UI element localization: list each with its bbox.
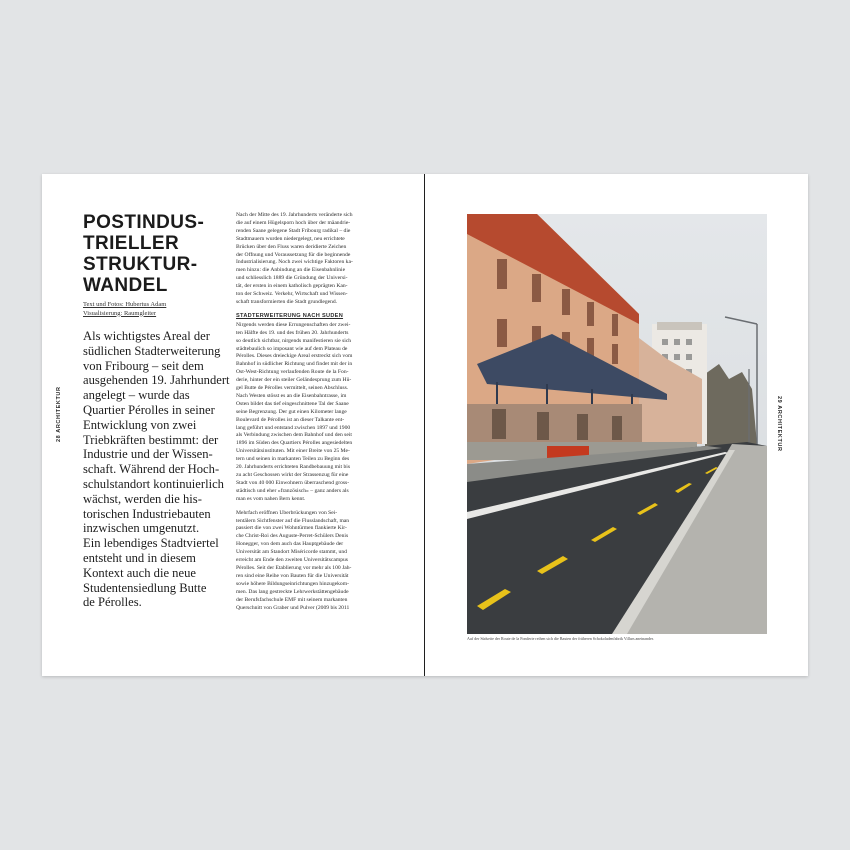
title-line: POSTINDUS- xyxy=(83,212,205,233)
text-line: ren sind eine Reihe von Bauten für die Universität xyxy=(236,572,349,579)
text-line: sowie höhere Bildungseinrichtungen hinzugekom- xyxy=(236,580,349,587)
text-line: Boulevard de Pérolles ist an dieser Talkante ent- xyxy=(236,416,345,423)
article-lead xyxy=(83,329,235,610)
text-line: Ost-West-Richtung verlaufenden Route de la Fon- xyxy=(236,369,349,376)
street-photo xyxy=(467,214,767,634)
text-line: so deutlich sichtbar, nirgends manifestieren sie sich xyxy=(236,337,352,344)
left-page-label: 28 ARCHITEKTUR xyxy=(56,386,62,442)
text-line: Als wichtigstes Areal der xyxy=(83,329,210,343)
text-line: Entwicklung von zwei xyxy=(83,417,197,432)
text-line: Mehrfach eröffnen Überbrückungen von Sei- xyxy=(236,509,338,516)
text-line: der Öffnung und Voraussetzung für die beginnende xyxy=(236,251,351,258)
text-line: südlichen Stadterweiterung xyxy=(83,343,221,358)
text-line: wächst, werden die his- xyxy=(83,491,202,506)
text-line: lang geführt und entstand zwischen 1897 und 1900 xyxy=(236,424,351,431)
text-line: schaft. Während der Hoch- xyxy=(83,462,220,477)
text-line: tät, der ersten in einem katholisch geprägten Kan- xyxy=(236,283,348,290)
text-line: Pérolles. Seit der Etablierung vor mehr als 100 Jah- xyxy=(236,564,352,571)
text-line: Universität am Standort Miséricorde stammt, und xyxy=(236,549,347,556)
text-line: Querschnitt von Graber und Pulver (2009 bis 2011 xyxy=(236,604,350,611)
text-line: tern und seinen in markanten Teilen zu Beginn des xyxy=(236,456,350,463)
text-line: renden Saane gelegene Stadt Fribourg radikal – die xyxy=(236,227,351,234)
text-line: als Verbindung zwischen dem Bahnhof und den seit xyxy=(236,432,352,439)
text-line: Pérolles. Dieses dreieckige Areal erstreckt sich vom xyxy=(236,353,353,360)
title-line: STRUKTUR- xyxy=(83,254,198,275)
text-line: städtebaulich so imposant wie auf dem Plateau de xyxy=(236,345,348,352)
text-line: Nach der Mitte des 19. Jahrhunderts veränderte sich xyxy=(236,212,353,218)
right-page-label: 29 ARCHITEKTUR xyxy=(776,396,782,452)
text-line: Industrialisierung. Noch zwei wichtige Faktoren ka- xyxy=(236,259,353,266)
text-line: Ein lebendiges Stadtviertel xyxy=(83,536,219,551)
title-line: TRIELLER xyxy=(83,233,180,254)
text-line: Stadtmauern wurden niedergelegt, neu errichtete xyxy=(236,235,345,242)
text-line: ausgehenden 19. Jahrhundert xyxy=(83,373,230,388)
text-line: erreicht am Ende den zweiten Universitätscampus xyxy=(236,557,348,564)
text-line: gel Butte de Pérolles vermittelt, seinen Abschluss. xyxy=(236,385,349,392)
body-column xyxy=(236,212,386,612)
text-line: schaft transformierten die Stadt grundlegend. xyxy=(236,298,338,305)
body-paragraph xyxy=(236,212,386,307)
text-line: seine Begrenzung. Der gut einen Kilometer lange xyxy=(236,408,347,415)
text-line: inzwischen umgenutzt. xyxy=(83,521,200,536)
text-line: de Pérolles. xyxy=(83,595,142,610)
text-line: che Christ-Roi des Auguste-Perret-Schülers Denis xyxy=(236,533,349,540)
title-line: WANDEL xyxy=(83,275,168,296)
text-line: man es vom nahen Bern kennt. xyxy=(236,495,306,502)
section-subhead: STADTERWEITERUNG NACH SÜDEN xyxy=(236,312,344,319)
text-line: Triebkräften bestimmt: der xyxy=(83,432,219,447)
credit-line: Visualisierung: Raumgleiter xyxy=(83,309,157,317)
text-line: Studentensiedlung Butte xyxy=(83,580,207,595)
text-line: Stadt von 40 000 Einwohnern überraschend gross- xyxy=(236,479,350,486)
text-line: 20. Jahrhunderts errichteten Randbebauung mit bis xyxy=(236,464,351,471)
text-line: Quartier Pérolles in seiner xyxy=(83,402,215,417)
text-line: die auf einem Hügelsporn hoch über der mäandrie- xyxy=(236,219,351,226)
text-line: der Berufsfachschule EMF mit seinem markanten xyxy=(236,596,348,603)
factory-street-image xyxy=(467,214,767,634)
text-line: 1896 im Süden des Quartiers Pérolles angesiedelten xyxy=(236,440,353,447)
text-line: von Fribourg – seit dem xyxy=(83,358,204,373)
text-line: men. Das lang gestreckte Lehrwerkstättengebäude xyxy=(236,588,349,595)
text-line: Kontext auch die neue xyxy=(83,565,196,580)
page-gutter xyxy=(424,174,425,676)
article-credits xyxy=(83,301,223,318)
text-line: men hinzu: die Anbindung an die Eisenbahnlinie xyxy=(236,267,346,274)
article-title xyxy=(83,212,233,296)
photo-caption: Auf der Südseite der Route de la Fonderie reihen sich die Bauten der früheren Schokoladenfabrik Villars aneinander. xyxy=(467,636,654,641)
text-line: passiert die von zwei Wohntürmen flankierte Kir- xyxy=(236,525,347,532)
text-line: Osten bildet das tief eingeschnittene Tal der Saane xyxy=(236,400,349,407)
text-line: torischen Industriebauten xyxy=(83,506,211,521)
text-line: ten Hälfte des 19. und des frühen 20. Jahrhunderts xyxy=(236,329,349,336)
text-line: entsteht und in diesem xyxy=(83,550,196,565)
body-paragraph xyxy=(236,322,386,504)
text-line: Industrie und der Wissen- xyxy=(83,447,213,462)
text-line: städtisch und eher «französisch» – ganz anders als xyxy=(236,487,349,494)
text-line: Bahnhof in südlicher Richtung und findet mit der in xyxy=(236,361,353,368)
text-line: Nirgends werden diese Errungenschaften der zwei- xyxy=(236,321,351,328)
text-line: derie, hinter der ein steiler Geländesprung zum Hü- xyxy=(236,377,352,384)
text-line: Universitätsinstituten. Mit einer Breite von 25 Me- xyxy=(236,448,350,455)
credit-line: Text und Fotos: Hubertus Adam xyxy=(83,301,167,308)
text-line: tentälern Sichtfenster auf die Flusslandschaft, man xyxy=(236,517,350,524)
body-paragraph xyxy=(236,510,386,613)
text-line: Brücken über den Fluss waren deridierte Zeichen xyxy=(236,243,347,250)
text-line: ton der Schweiz. Verkehr, Wirtschaft und Wissen- xyxy=(236,291,348,298)
magazine-spread xyxy=(42,174,808,676)
text-line: und schliesslich 1889 die Gründung der Universi- xyxy=(236,275,348,282)
text-line: angelegt – wurde das xyxy=(83,388,190,403)
text-line: Nach Westen stösst es an die Eisenbahntrasse, im xyxy=(236,392,347,399)
text-line: zu acht Geschossen wirkt der Strassenzug für eine xyxy=(236,472,349,478)
text-line: schulstandort kontinuierlich xyxy=(83,476,224,491)
text-line: Honegger, von dem auch das Hauptgebäude der xyxy=(236,541,344,548)
